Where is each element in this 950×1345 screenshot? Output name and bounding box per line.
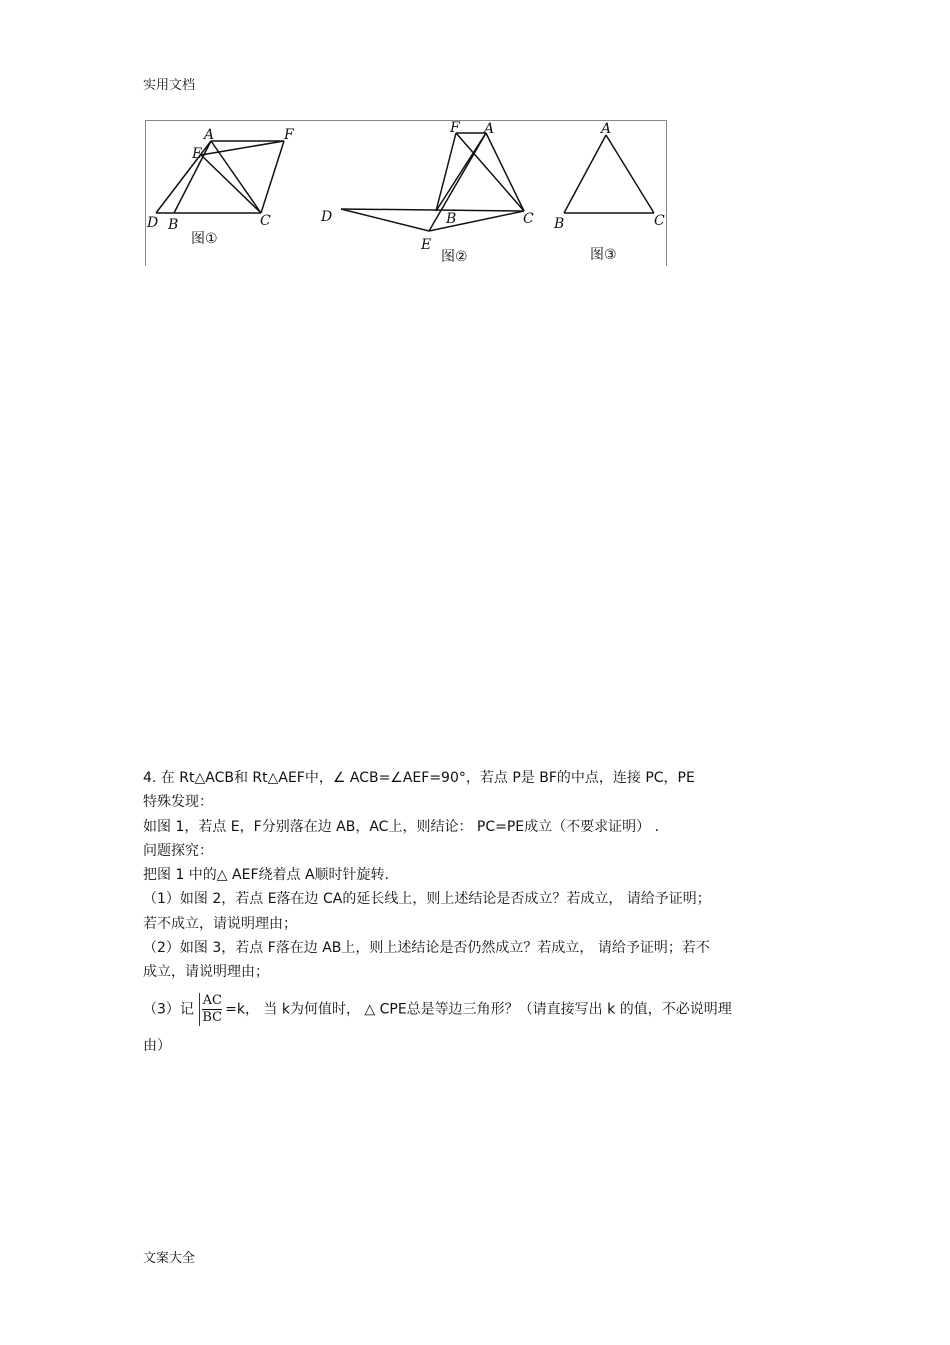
- fig1-label-f: F: [284, 127, 294, 143]
- ratio-fraction: [199, 993, 224, 1026]
- question-1: （1）如图 2，若点 E落在边 CA的延长线上，则上述结论是否成立？若成立， 请给予证明；: [143, 891, 711, 908]
- question-3: [143, 993, 803, 1026]
- fig1-label-d: D: [147, 215, 159, 231]
- fig2-label-d: D: [321, 209, 333, 225]
- fig1-label-c: C: [260, 213, 271, 229]
- question-3-prefix: （3）记: [143, 1001, 199, 1018]
- fig2-label-f: F: [450, 121, 460, 136]
- section-special-discovery: 特殊发现：: [143, 794, 213, 811]
- section-problem-exploration: 问题探究：: [143, 842, 213, 859]
- special-case-text: 如图 1，若点 E，F分别落在边 AB，AC上，则结论： PC=PE成立（不要求证明） .: [143, 818, 660, 835]
- question-3-cont: 由）: [143, 1037, 171, 1054]
- fig2-caption: 图②: [441, 249, 468, 265]
- fraction-denominator: BC: [202, 1009, 223, 1025]
- fig3-label-a: A: [601, 121, 612, 137]
- fraction-numerator: AC: [202, 992, 222, 1008]
- fig1-caption: 图①: [191, 231, 218, 247]
- fig1-label-b: B: [168, 217, 179, 233]
- fig1-label-a: A: [204, 127, 215, 143]
- fig3-caption: 图③: [590, 247, 617, 263]
- fig2-label-b: B: [446, 211, 457, 227]
- page-footer: 文案大全: [143, 1251, 196, 1266]
- question-1-cont: 若不成立，请说明理由；: [143, 915, 297, 932]
- problem-4: [143, 766, 803, 1058]
- question-2: （2）如图 3，若点 F落在边 AB上，则上述结论是否仍然成立？若成立， 请给予证明；若不: [143, 940, 710, 957]
- fig2-label-a: A: [484, 121, 495, 137]
- question-3-text: =k， 当 k为何值时， △ CPE总是等边三角形？（请直接写出 k 的值，不必说明理: [225, 1001, 732, 1018]
- fig1-label-e: E: [192, 146, 203, 162]
- rotation-text: 把图 1 中的△ AEF绕着点 A顺时针旋转.: [143, 867, 389, 884]
- figure-panel: [145, 120, 667, 266]
- fig3-label-b: B: [554, 216, 565, 232]
- question-2-cont: 成立，请说明理由；: [143, 964, 269, 981]
- geometry-figures: [146, 121, 666, 266]
- page-header: 实用文档: [143, 78, 196, 93]
- problem-statement: 4. 在 Rt△ACB和 Rt△AEF中，∠ ACB=∠AEF=90°，若点 P是 BF的中点，连接 PC，PE: [143, 770, 695, 786]
- fig2-label-c: C: [523, 211, 534, 227]
- fig3-label-c: C: [654, 213, 665, 229]
- fig2-label-e: E: [421, 237, 432, 253]
